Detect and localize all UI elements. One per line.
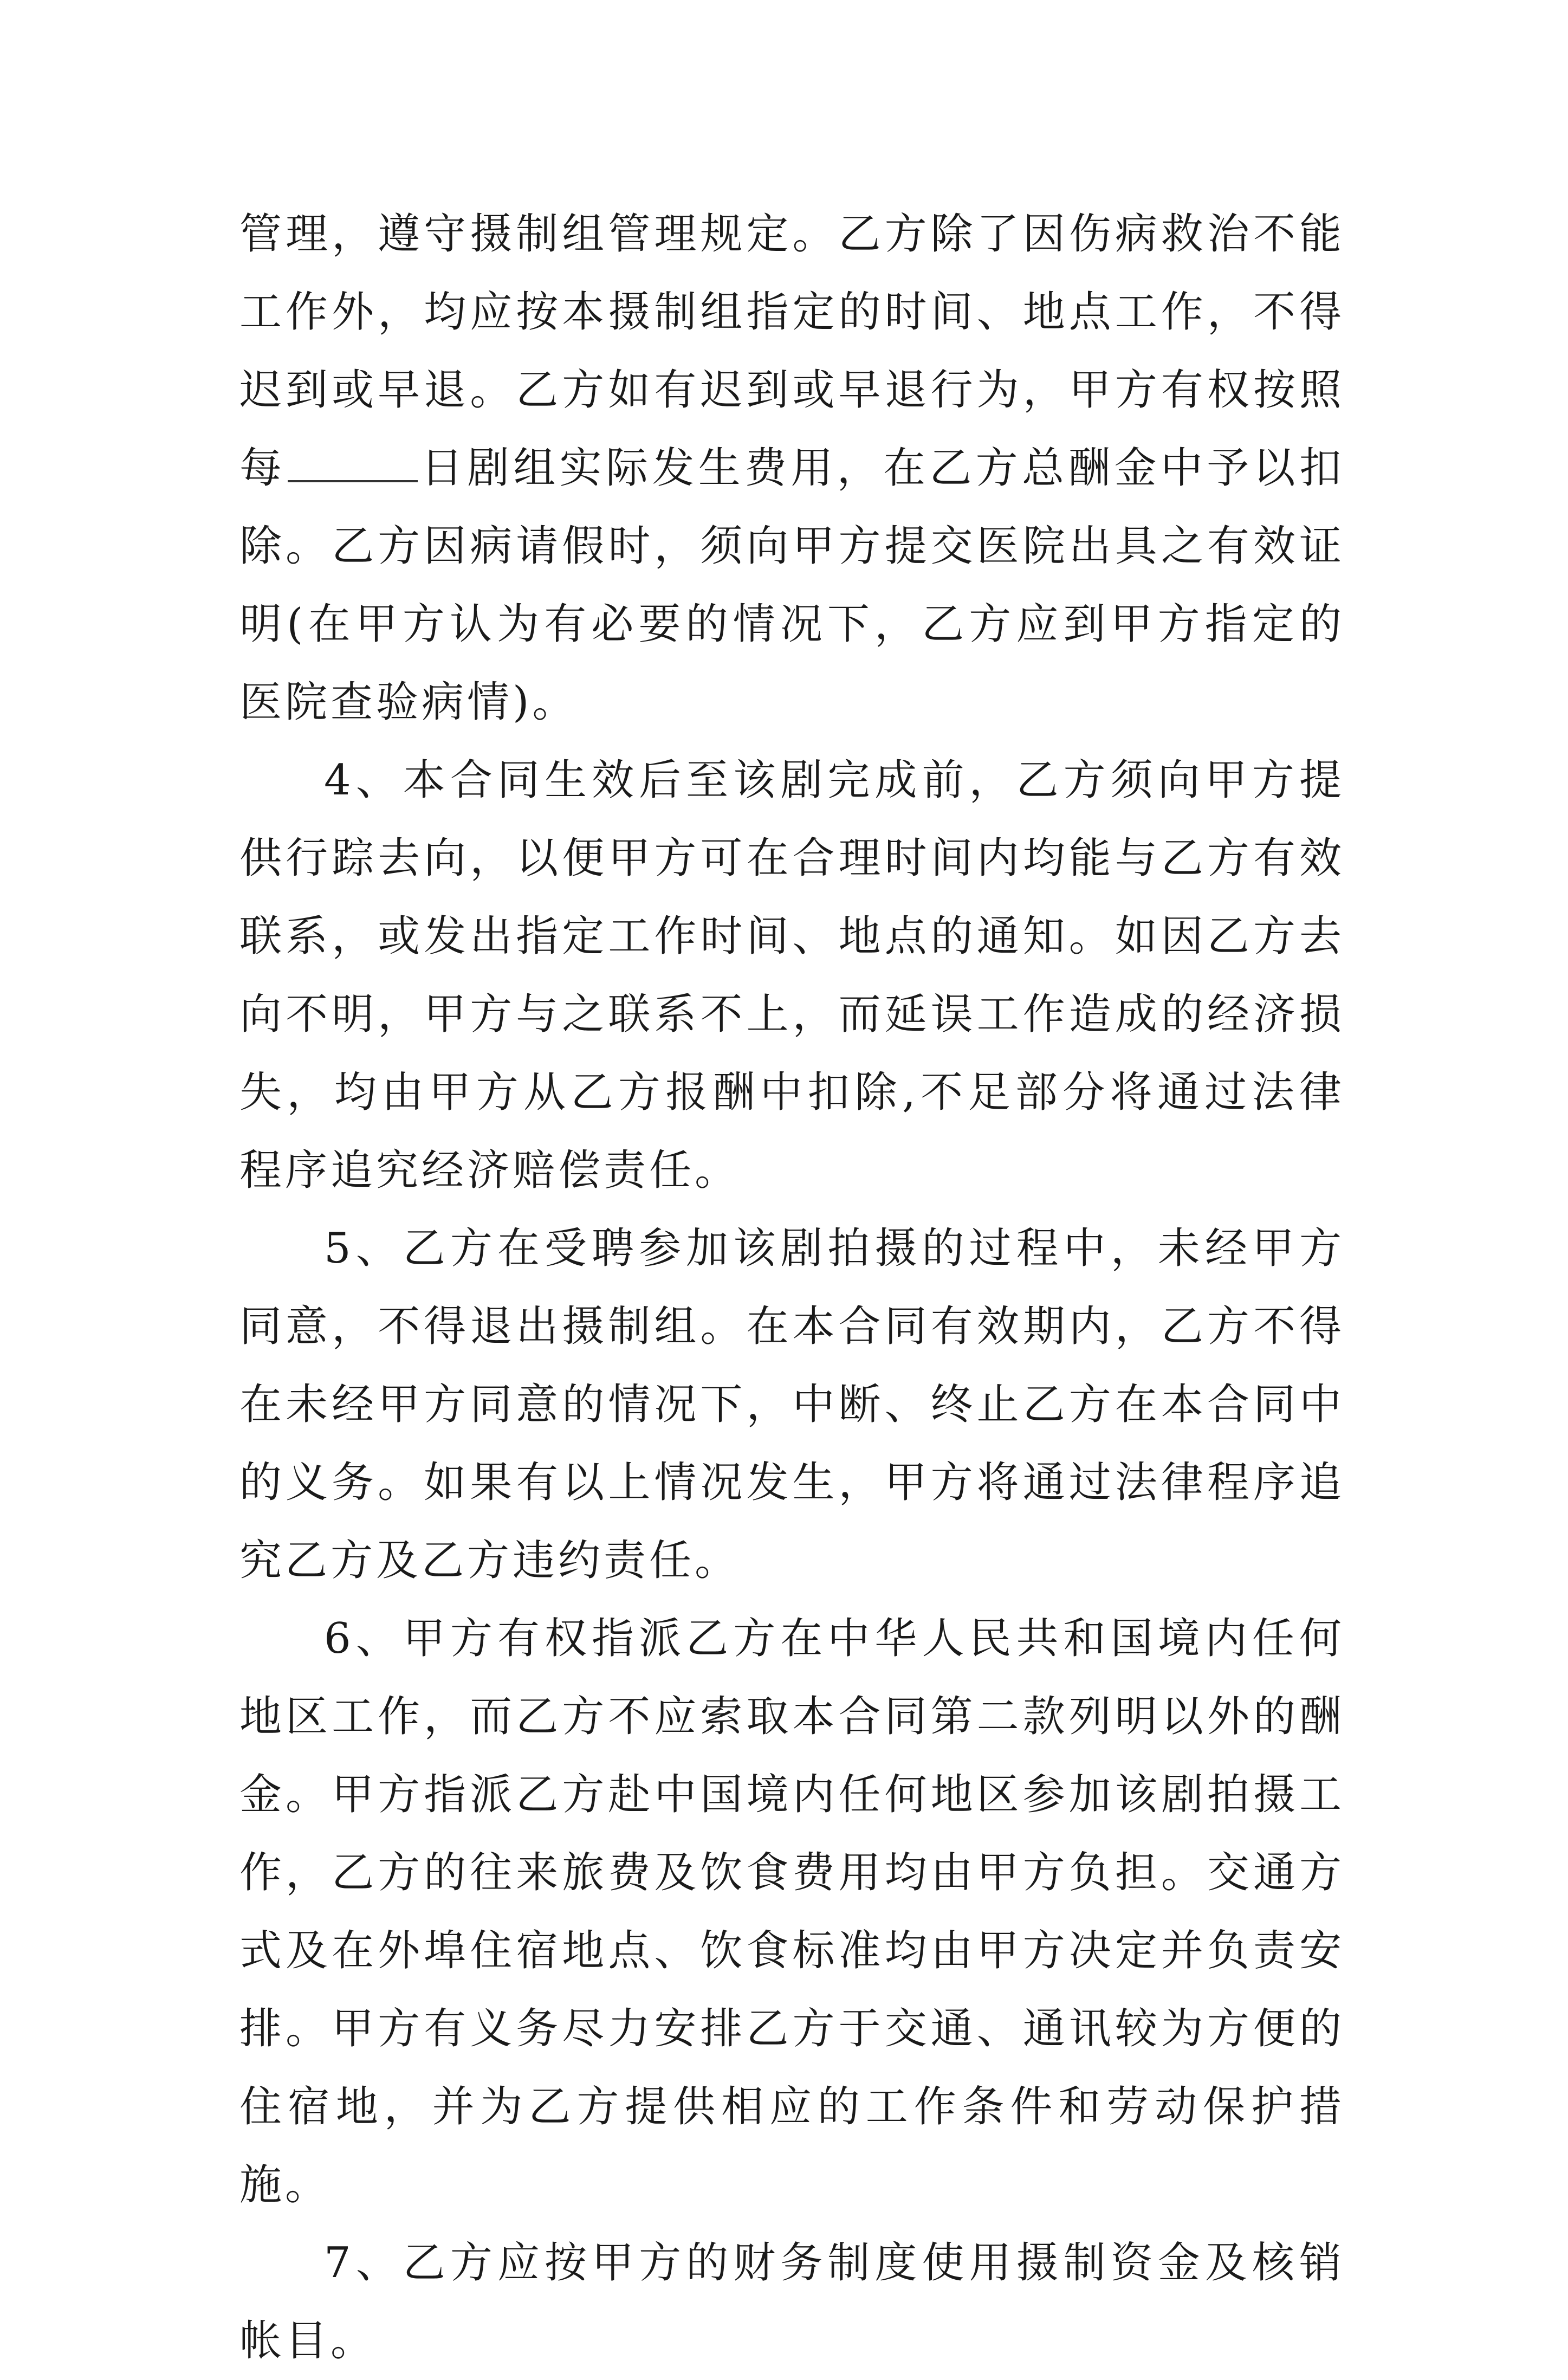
- paragraph-continued: [239, 195, 1345, 741]
- paragraph-text-before-blank: 管理，遵守摄制组管理规定。乙方除了因伤病救治不能工作外，均应按本摄制组指定的时间、地点工作，不得迟到或早退。乙方如有迟到或早退行为，甲方有权按照每: [239, 210, 1345, 493]
- paragraph-clause-7: 7、乙方应按甲方的财务制度使用摄制资金及核销帐目。: [239, 2239, 1345, 2365]
- paragraph-text-after-blank: 日剧组实际发生费用，在乙方总酬金中予以扣除。乙方因病请假时，须向甲方提交医院出具之有效证明(在甲方认为有必要的情况下，乙方应到甲方指定的医院查验病情)。: [239, 444, 1345, 727]
- paragraph-clause-5: 5、乙方在受聘参加该剧拍摄的过程中，未经甲方同意，不得退出摄制组。在本合同有效期内，乙方不得在未经甲方同意的情况下，中断、终止乙方在本合同中的义务。如果有以上情况发生，甲方将通过法律程序追究乙方及乙方违约责任。: [239, 1224, 1345, 1585]
- paragraph-clause-4: 4、本合同生效后至该剧完成前，乙方须向甲方提供行踪去向，以便甲方可在合理时间内均能与乙方有效联系，或发出指定工作时间、地点的通知。如因乙方去向不明，甲方与之联系不上，而延误工作造成的经济损失，均由甲方从乙方报酬中扣除,不足部分将通过法律程序追究经济赔偿责任。: [239, 756, 1345, 1195]
- document-body: [239, 195, 1345, 2380]
- paragraph-clause-6: 6、甲方有权指派乙方在中华人民共和国境内任何地区工作，而乙方不应索取本合同第二款列明以外的酬金。甲方指派乙方赴中国境内任何地区参加该剧拍摄工作，乙方的往来旅费及饮食费用均由甲方负担。交通方式及在外埠住宿地点、饮食标准均由甲方决定并负责安排。甲方有义务尽力安排乙方于交通、通讯较为方便的住宿地，并为乙方提供相应的工作条件和劳动保护措施。: [239, 1614, 1345, 2209]
- fill-in-blank: [288, 442, 418, 482]
